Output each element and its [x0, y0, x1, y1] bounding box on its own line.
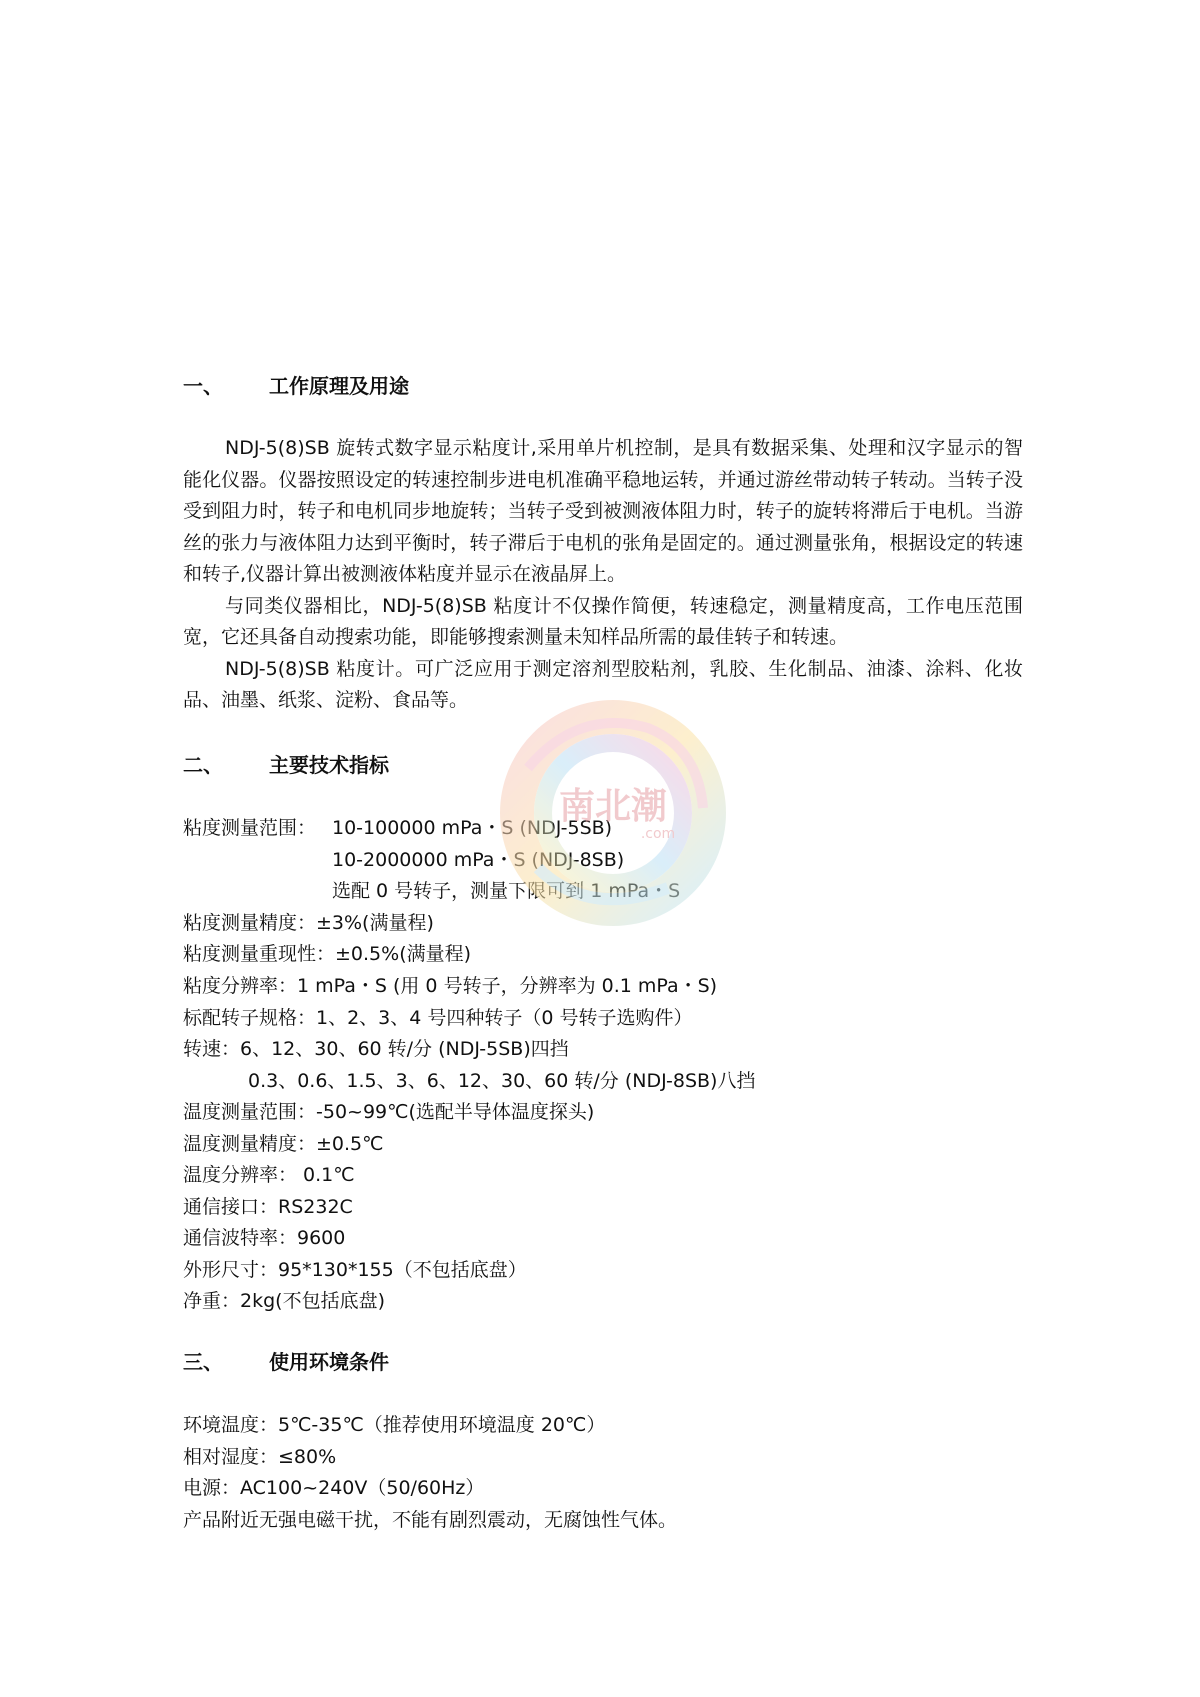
spec-weight: 净重：2kg(不包括底盘) — [183, 1290, 385, 1312]
spec-range-label: 粘度测量范围： — [183, 817, 317, 839]
spec-baud: 通信波特率：9600 — [183, 1227, 346, 1249]
section-1-number: 一、 — [183, 374, 223, 398]
spec-temp-range: 温度测量范围：-50~99℃(选配半导体温度探头) — [183, 1101, 595, 1123]
section-2-number: 二、 — [183, 753, 223, 777]
spec-rotors: 标配转子规格：1、2、3、4 号四种转子（0 号转子选购件） — [183, 1007, 693, 1029]
section-2-title: 主要技术指标 — [269, 753, 389, 777]
spec-range-1: 10-100000 mPa・S (NDJ-5SB) — [332, 817, 613, 839]
section-3-heading — [183, 1349, 389, 1375]
env-temperature: 环境温度：5℃-35℃（推荐使用环境温度 20℃） — [183, 1414, 606, 1436]
env-conditions: 产品附近无强电磁干扰，不能有剧烈震动，无腐蚀性气体。 — [183, 1509, 678, 1531]
spec-temp-accuracy: 温度测量精度：±0.5℃ — [183, 1133, 384, 1155]
spec-resolution: 粘度分辨率：1 mPa・S (用 0 号转子，分辨率为 0.1 mPa・S) — [183, 975, 718, 997]
spec-range-2: 10-2000000 mPa・S (NDJ-8SB) — [332, 849, 625, 871]
section-3-number: 三、 — [183, 1350, 223, 1374]
spec-range-3: 选配 0 号转子，测量下限可到 1 mPa・S — [332, 880, 681, 902]
env-power: 电源：AC100~240V（50/60Hz） — [183, 1477, 485, 1499]
section-3-title: 使用环境条件 — [269, 1350, 389, 1374]
section-1-title: 工作原理及用途 — [269, 374, 409, 398]
spec-speed-1: 转速：6、12、30、60 转/分 (NDJ-5SB)四挡 — [183, 1038, 569, 1060]
principle-paragraph-3: NDJ-5(8)SB 粘度计。可广泛应用于测定溶剂型胶粘剂，乳胶、生化制品、油漆、涂料、化妆品、油墨、纸浆、淀粉、食品等。 — [183, 657, 1023, 711]
spec-repeatability: 粘度测量重现性：±0.5%(满量程) — [183, 943, 472, 965]
spec-accuracy: 粘度测量精度：±3%(满量程) — [183, 912, 434, 934]
env-humidity: 相对湿度：≤80% — [183, 1446, 337, 1468]
principle-paragraph-2: 与同类仪器相比，NDJ-5(8)SB 粘度计不仅操作简便，转速稳定，测量精度高，工作电压范围宽，它还具备自动搜索功能，即能够搜索测量未知样品所需的最佳转子和转速。 — [183, 594, 1023, 648]
spec-temp-resolution: 温度分辨率： 0.1℃ — [183, 1164, 355, 1186]
section-1-heading — [183, 373, 409, 399]
principle-body — [183, 433, 1023, 717]
watermark-subtext: .com — [640, 826, 676, 842]
spec-dimensions: 外形尺寸：95*130*155（不包括底盘） — [183, 1259, 527, 1281]
principle-paragraph-1: NDJ-5(8)SB 旋转式数字显示粘度计,采用单片机控制，是具有数据采集、处理和汉字显示的智能化仪器。仪器按照设定的转速控制步进电机准确平稳地运转，并通过游丝带动转子转动。当转子没受到阻力时，转子和电机同步地旋转；当转子受到被测液体阻力时，转子的旋转将滞后于电机。当游丝的张力与液体阻力达到平衡时，转子滞后于电机的张角是固定的。通过测量张角，根据设定的转速和转子,仪器计算出被测液体粘度并显示在液晶屏上。 — [183, 437, 1023, 585]
watermark-text: 南北潮 — [558, 785, 668, 827]
section-2-heading — [183, 752, 389, 778]
watermark-logo — [488, 688, 738, 938]
spec-speed-2: 0.3、0.6、1.5、3、6、12、30、60 转/分 (NDJ-8SB)八挡 — [248, 1070, 756, 1092]
spec-interface: 通信接口：RS232C — [183, 1196, 353, 1218]
